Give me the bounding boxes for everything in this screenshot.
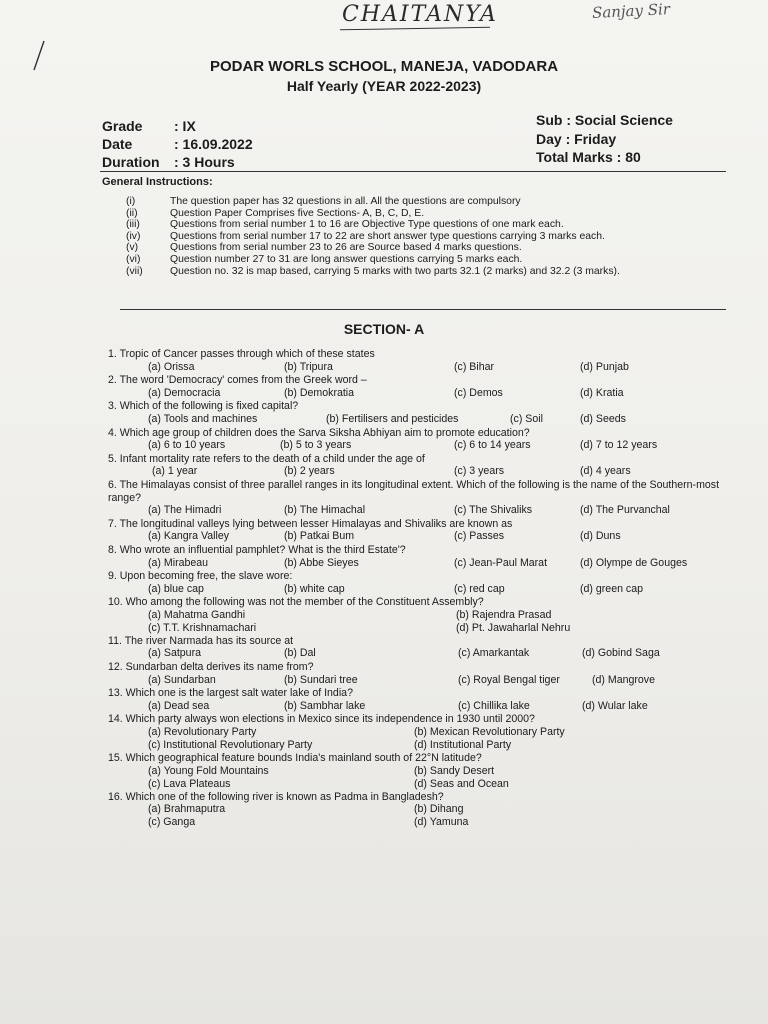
option-b: (b) Dihang — [414, 803, 464, 816]
option-c: (c) Soil — [510, 412, 543, 425]
option-d: (d) Punjab — [580, 360, 629, 373]
option-a: (a) 6 to 10 years — [148, 439, 226, 452]
questions-list — [108, 348, 728, 829]
handwritten-name: CHAITANYA — [342, 2, 498, 27]
question — [108, 400, 728, 425]
question-options — [108, 647, 728, 660]
question-stem: 3. Which of the following is fixed capital? — [108, 400, 299, 413]
option-d: (d) Wular lake — [582, 699, 648, 712]
option-a: (a) Mahatma Gandhi — [148, 608, 246, 621]
question-options — [108, 361, 728, 374]
option-b: (b) white cap — [284, 582, 345, 595]
question — [108, 713, 728, 751]
question-stem: 1. Tropic of Cancer passes through which of these states — [108, 348, 375, 360]
option-d: (d) Seas and Ocean — [414, 777, 509, 790]
option-b: (b) Fertilisers and pesticides — [326, 412, 459, 425]
date-label: Date — [102, 136, 133, 152]
question-options — [108, 583, 728, 596]
option-c: (c) Passes — [454, 530, 505, 543]
question-stem: 12. Sundarban delta derives its name from? — [108, 661, 314, 674]
option-a: (a) blue cap — [148, 582, 204, 595]
question-options — [108, 504, 728, 517]
question — [108, 596, 728, 634]
option-c: (c) Ganga — [148, 816, 196, 829]
instruction-item — [126, 231, 726, 243]
question-stem: 16. Which one of the following river is known as Padma in Bangladesh? — [108, 790, 444, 803]
instruction-num: (iv) — [126, 230, 141, 242]
total-marks: Total Marks : 80 — [536, 149, 641, 165]
option-d: (d) Kratia — [580, 386, 624, 399]
instruction-item — [126, 242, 726, 254]
option-a: (a) Satpura — [148, 647, 201, 660]
option-a: (a) Kangra Valley — [148, 530, 230, 543]
option-c: (c) 3 years — [454, 465, 505, 478]
option-c: (c) T.T. Krishnamachari — [148, 621, 257, 634]
option-c: (c) Lava Plateaus — [148, 777, 231, 790]
option-a: (a) Tools and machines — [148, 412, 258, 425]
question-stem: 11. The river Narmada has its source at — [108, 634, 294, 647]
grade-value: : IX — [174, 118, 196, 134]
option-b: (b) Dal — [284, 647, 316, 660]
instruction-text: Questions from serial number 23 to 26 are Source based 4 marks questions. — [170, 242, 522, 254]
option-a: (a) 1 year — [152, 465, 198, 478]
option-b: (b) Demokratia — [284, 386, 355, 399]
option-a: (a) Mirabeau — [148, 556, 209, 569]
question-options — [108, 700, 728, 713]
handwritten-signature: Sanjay Sir — [591, 0, 671, 23]
section-title: SECTION- A — [343, 321, 425, 337]
question-options — [108, 413, 728, 426]
question-options — [108, 803, 728, 828]
question-stem: 6. The Himalayas consist of three parallel ranges in its longitudinal extent. Which of the following is the name of the Southern-most range? — [108, 478, 720, 504]
instruction-text: Question Paper Comprises five Sections- A, B, C, D, E. — [170, 207, 425, 219]
handwritten-underline — [340, 27, 490, 31]
question-options — [108, 609, 728, 634]
instruction-num: (ii) — [126, 207, 138, 219]
question — [108, 570, 728, 595]
option-d: (d) Yamuna — [414, 816, 469, 829]
question-options — [108, 765, 728, 790]
option-a: (a) Dead sea — [148, 699, 210, 712]
school-name: PODAR WORLS SCHOOL, MANEJA, VADODARA — [209, 58, 559, 75]
option-c: (c) red cap — [454, 582, 505, 595]
question-stem: 14. Which party always won elections in Mexico since its independence in 1930 until 2000? — [108, 713, 535, 726]
option-a: (a) Democracia — [148, 386, 221, 399]
instructions-list — [126, 196, 726, 277]
question-stem: 13. Which one is the largest salt water lake of India? — [108, 687, 353, 700]
option-d: (d) 4 years — [580, 465, 631, 478]
day: Day : Friday — [536, 131, 617, 147]
question-stem: 5. Infant mortality rate refers to the death of a child under the age of — [108, 452, 425, 465]
question — [108, 374, 728, 399]
option-d: (d) Institutional Party — [414, 739, 512, 752]
duration-label: Duration — [102, 154, 160, 170]
option-b: (b) Tripura — [284, 360, 333, 373]
subject: Sub : Social Science — [536, 112, 673, 128]
option-c: (c) Royal Bengal tiger — [458, 673, 560, 686]
question-options — [108, 530, 728, 543]
option-c: (c) Bihar — [454, 360, 495, 373]
instruction-text: The question paper has 32 questions in all. All the questions are compulsory — [170, 196, 521, 207]
question-stem: 7. The longitudinal valleys lying between lesser Himalayas and Shivaliks are known as — [108, 517, 513, 530]
option-c: (c) 6 to 14 years — [454, 439, 531, 452]
option-d: (d) The Purvanchal — [580, 504, 670, 517]
question — [108, 479, 728, 517]
instruction-num: (vii) — [126, 265, 143, 277]
question-options — [108, 674, 728, 687]
question — [108, 348, 728, 373]
instruction-item — [126, 219, 726, 231]
option-b: (b) Abbe Sieyes — [284, 556, 359, 569]
option-d: (d) Seeds — [580, 412, 626, 425]
question — [108, 518, 728, 543]
general-instructions-title: General Instructions: — [102, 176, 213, 188]
option-d: (d) Gobind Saga — [582, 647, 660, 660]
option-b: (b) 2 years — [284, 465, 335, 478]
instruction-text: Question no. 32 is map based, carrying 5 marks with two parts 32.1 (2 marks) and 32.2 (3 marks). — [170, 265, 620, 277]
question-stem: 10. Who among the following was not the member of the Constituent Assembly? — [108, 596, 484, 609]
question — [108, 791, 728, 829]
question-options — [108, 387, 728, 400]
option-c: (c) Chillika lake — [458, 699, 530, 712]
option-d: (d) green cap — [580, 582, 644, 595]
question — [108, 687, 728, 712]
date-value: : 16.09.2022 — [174, 136, 253, 152]
option-c: (c) Institutional Revolutionary Party — [148, 739, 313, 752]
question-options — [108, 726, 728, 751]
option-d: (d) 7 to 12 years — [580, 439, 658, 452]
option-a: (a) The Himadri — [148, 504, 222, 517]
option-b: (b) The Himachal — [284, 504, 366, 517]
instruction-text: Questions from serial number 1 to 16 are Objective Type questions of one mark each. — [170, 219, 564, 231]
date-row — [102, 136, 253, 152]
question — [108, 427, 728, 452]
option-d: (d) Mangrove — [592, 673, 655, 686]
option-d: (d) Duns — [580, 530, 621, 543]
option-a: (a) Orissa — [148, 360, 195, 373]
question — [108, 635, 728, 660]
option-b: (b) Patkai Bum — [284, 530, 355, 543]
option-b: (b) Sambhar lake — [284, 699, 366, 712]
header-rule — [100, 171, 726, 172]
instruction-item — [126, 208, 726, 220]
instruction-num: (iii) — [126, 219, 140, 231]
option-c: (c) Amarkantak — [458, 647, 530, 660]
grade-label: Grade — [102, 118, 143, 134]
question-stem: 8. Who wrote an influential pamphlet? What is the third Estate'? — [108, 543, 406, 556]
instruction-num: (v) — [126, 242, 139, 254]
question-stem: 4. Which age group of children does the Sarva Siksha Abhiyan aim to promote education? — [108, 426, 530, 439]
question — [108, 752, 728, 790]
option-c: (c) The Shivaliks — [454, 504, 533, 517]
option-a: (a) Young Fold Mountains — [148, 764, 269, 777]
option-a: (a) Sundarban — [148, 673, 216, 686]
instruction-text: Questions from serial number 17 to 22 are short answer type questions carrying 3 marks each. — [170, 230, 605, 242]
option-b: (b) Sundari tree — [284, 673, 358, 686]
instruction-item — [126, 196, 726, 208]
option-b: (b) Rajendra Prasad — [456, 608, 552, 621]
instruction-item — [126, 254, 726, 266]
option-b: (b) Mexican Revolutionary Party — [414, 726, 565, 739]
duration-row — [102, 154, 235, 170]
instruction-num: (vi) — [126, 253, 141, 265]
question-options — [108, 465, 728, 478]
grade-row — [102, 118, 196, 134]
option-c: (c) Demos — [454, 386, 503, 399]
instruction-text: Question number 27 to 31 are long answer questions carrying 5 marks each. — [170, 253, 523, 265]
instructions-rule — [120, 309, 726, 310]
question-options — [108, 439, 728, 452]
question-stem: 2. The word 'Democracy' comes from the Greek word – — [108, 374, 367, 387]
option-d: (d) Pt. Jawaharlal Nehru — [456, 621, 571, 634]
question — [108, 544, 728, 569]
option-a: (a) Revolutionary Party — [148, 726, 257, 739]
duration-value: : 3 Hours — [174, 154, 235, 170]
option-c: (c) Jean-Paul Marat — [454, 556, 548, 569]
question-stem: 9. Upon becoming free, the slave wore: — [108, 570, 293, 583]
instruction-item — [126, 266, 726, 278]
option-d: (d) Olympe de Gouges — [580, 556, 688, 569]
option-b: (b) Sandy Desert — [414, 764, 495, 777]
question — [108, 453, 728, 478]
exam-title: Half Yearly (YEAR 2022-2023) — [286, 78, 482, 94]
option-a: (a) Brahmaputra — [148, 803, 226, 816]
question-stem: 15. Which geographical feature bounds India's mainland south of 22°N latitude? — [108, 752, 482, 765]
question — [108, 661, 728, 686]
instruction-num: (i) — [126, 196, 136, 207]
question-options — [108, 557, 728, 570]
option-b: (b) 5 to 3 years — [280, 439, 352, 452]
